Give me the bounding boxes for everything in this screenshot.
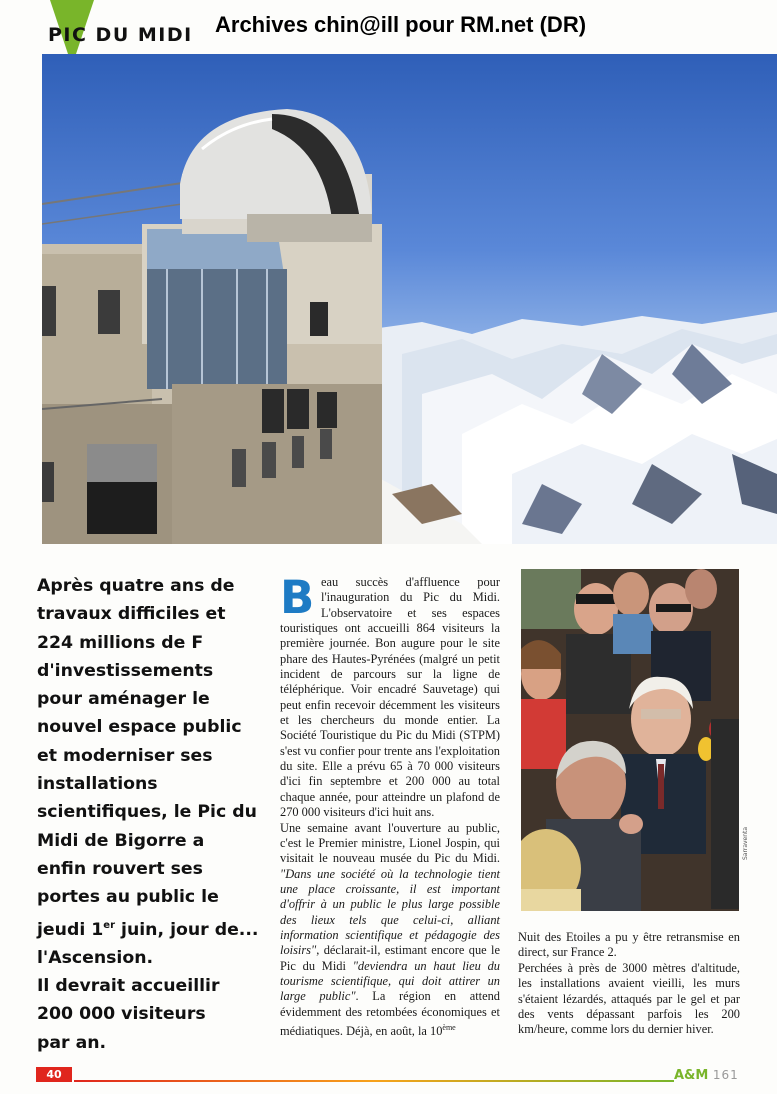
crowd-illustration [521, 569, 739, 911]
archive-credit: Archives chin@ill pour RM.net (DR) [215, 12, 587, 37]
intro-line: scientifiques, le Pic du [37, 802, 257, 823]
article-paragraph-2 [280, 821, 500, 1040]
intro-line: d'investissements [37, 660, 214, 681]
article-p2-mid: , déclarait-il, estimant encore que le Pic du Midi [280, 943, 500, 973]
crowd-photo [521, 569, 739, 911]
intro-column [37, 572, 277, 1057]
article-p1-text: eau succès d'affluence pour l'inauguration du Pic du Midi. L'observatoire et ses espaces touristiques ont accueilli 864 visiteurs la première journée. Bon augure pour le site phare des Hautes-Pyrénées (malgré un petit incident de parcours sur la ligne de téléphérique. Voir encadré Sauvetage) qui peut enfin recevoir décemment les visiteurs et les chercheurs du monde entier. La Société Touristique du Pic du Midi (STPM) s'est vu confier pour trente ans l'exploitation du site. Elle a prévu 65 à 70 000 visiteurs d'ici fin septembre et 200 000 au total chaque année, pour atteindre un plafond de 270 000 visiteurs d'ici huit ans. [280, 575, 500, 820]
right-paragraph-2: Perchées à près de 3000 mètres d'altitude, les installations avaient vieilli, les murs s'étaient lézardés, attaqués par le gel et par des vents dépassant parfois les 200 km/heure, comme lors du dernier hiver. [518, 960, 740, 1037]
drop-cap: B [280, 571, 315, 624]
footer-rule [74, 1080, 674, 1082]
footer-logo-text: A&M [674, 1068, 709, 1083]
intro-jeudi-sup: er [103, 919, 116, 931]
section-label: PIC DU MIDI [48, 24, 193, 46]
intro-line: travaux difficiles et [37, 604, 226, 625]
intro-jeudi: jeudi 1 [37, 919, 104, 940]
intro-line: installations [37, 774, 158, 795]
intro-jeudi-suffix: juin, jour de... [115, 919, 259, 940]
intro-line: et moderniser ses [37, 745, 213, 766]
observatory-photo [42, 54, 777, 544]
intro-line: portes au public le [37, 887, 219, 908]
article-paragraph-1 [280, 571, 500, 821]
intro-line: Midi de Bigorre a [37, 830, 205, 851]
photo-credit: Sarraventa [742, 826, 749, 860]
intro-line: Il devrait accueillir [37, 975, 220, 996]
footer-logo-number: 161 [712, 1068, 739, 1082]
footer-logo [674, 1068, 739, 1083]
article-column [280, 571, 501, 1039]
article-quote-1: "Dans une société où la technologie tient une place croissante, il est important d'offrir à un public le plus large possible des lieux tels que celui-ci, alliant information scientifique et pédagogie des loisirs" [280, 866, 500, 958]
page-number: 40 [36, 1067, 72, 1082]
article-p2-sup: ème [442, 1022, 456, 1032]
right-column-text [518, 930, 740, 1038]
intro-line: par an. [37, 1032, 107, 1053]
intro-line: enfin rouvert ses [37, 858, 203, 879]
intro-line: 224 millions de F [37, 632, 204, 653]
article-p2-end: . La région en attend évidemment des retombées économiques et médiatiques. Déjà, en août, la 10 [280, 989, 501, 1039]
intro-line: l'Ascension. [37, 947, 154, 968]
intro-line: pour aménager le [37, 689, 210, 710]
intro-line-date [37, 912, 277, 944]
article-quote-2: "deviendra un haut lieu du tourisme scientifique, qui doit attirer un large public" [280, 958, 500, 1004]
intro-line: nouvel espace public [37, 717, 242, 738]
observatory-illustration [42, 54, 777, 544]
right-paragraph-1: Nuit des Etoiles a pu y être retransmise en direct, sur France 2. [518, 930, 740, 960]
article-p2-start: Une semaine avant l'ouverture au public, c'est le Premier ministre, Lionel Jospin, qui visitait le nouveau musée du Pic du Midi. [280, 820, 500, 866]
intro-line: Après quatre ans de [37, 576, 235, 596]
intro-line: 200 000 visiteurs [37, 1004, 206, 1025]
